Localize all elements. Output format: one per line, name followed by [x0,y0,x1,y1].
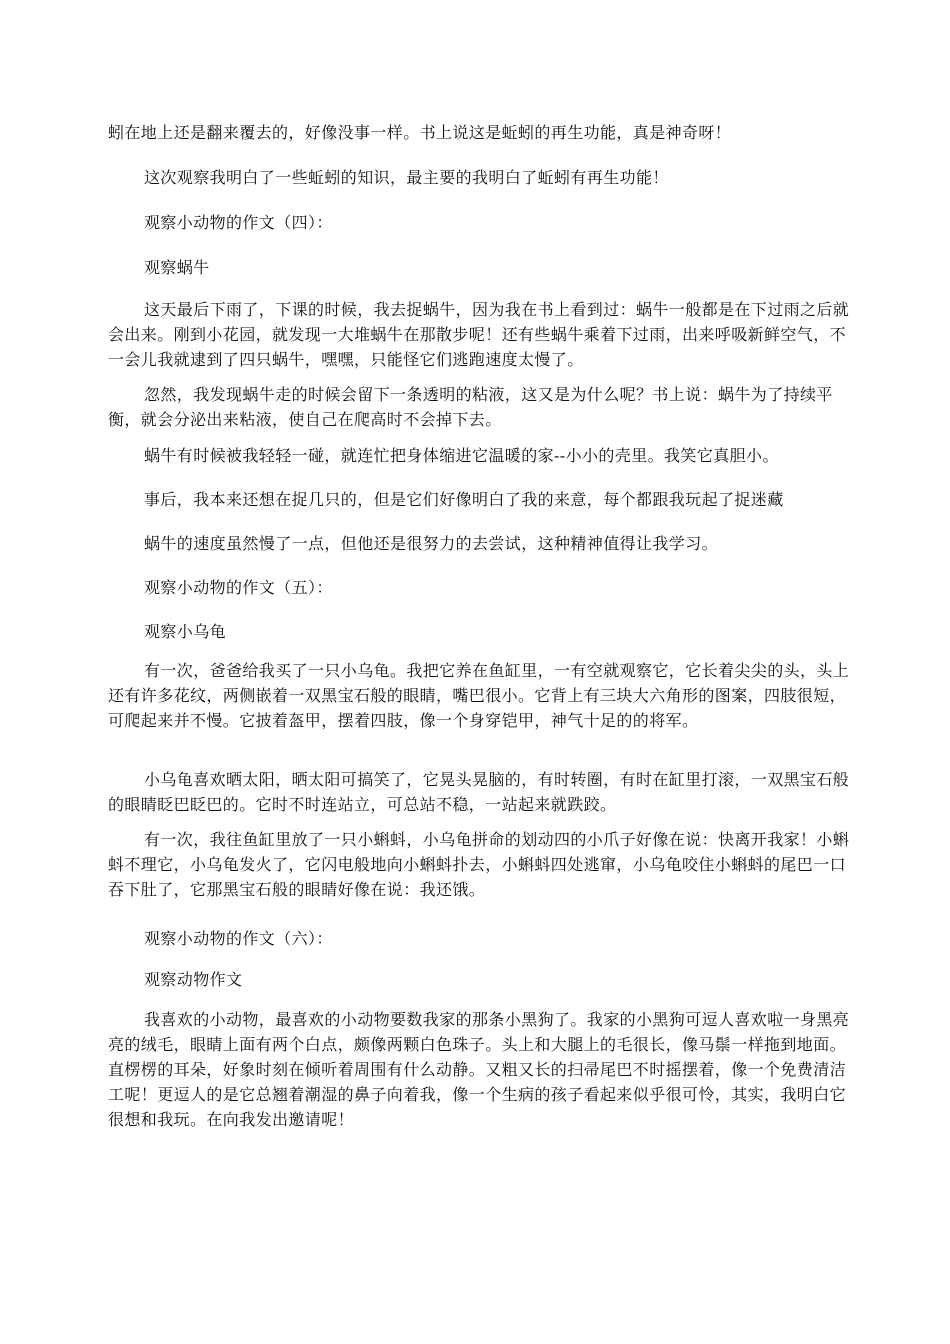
essay-title-turtle: 观察小乌龟 [144,622,227,641]
paragraph-snail-5: 蜗牛的速度虽然慢了一点，但他还是很努力的去尝试，这种精神值得让我学习。 [144,534,719,553]
paragraph-snail-1: 这天最后下雨了，下课的时候，我去捉蜗牛，因为我在书上看到过：蜗牛一般都是在下过雨之后就会出来。刚到小花园，就发现一大堆蜗牛在那散步呢！还有些蜗牛乘着下过雨，出来呼吸新鲜空气，不一会儿我就逮到了四只蜗牛，嘿嘿，只能怪它们逃跑速度太慢了。 [108,300,850,369]
essay-title-animal: 观察动物作文 [144,970,243,989]
paragraph-dog-1: 我喜欢的小动物，最喜欢的小动物要数我家的那条小黑狗了。我家的小黑狗可逗人喜欢啦一身黑亮亮的绒毛，眼睛上面有两个白点，颇像两颗白色珠子。头上和大腿上的毛很长，像马鬃一样拖到地面。直楞楞的耳朵，好象时刻在倾听着周围有什么动静。又粗又长的扫帚尾巴不时摇摆着，像一个免费清洁工呢！更逗人的是它总翘着潮湿的鼻子向着我，像一个生病的孩子看起来似乎很可怜，其实，我明白它很想和我玩。在向我发出邀请呢！ [108,1010,850,1129]
paragraph-snail-2: 忽然，我发现蜗牛走的时候会留下一条透明的粘液，这又是为什么呢？书上说：蜗牛为了持续平衡，就会分泌出来粘液，使自己在爬高时不会掉下去。 [108,385,833,429]
paragraph-turtle-2: 小乌龟喜欢晒太阳，晒太阳可搞笑了，它晃头晃脑的，有时转圈，有时在缸里打滚，一双黑宝石般的眼睛眨巴眨巴的。它时不时连站立，可总站不稳，一站起来就跌跤。 [108,770,850,814]
paragraph-earthworm-summary: 这次观察我明白了一些蚯蚓的知识，最主要的我明白了蚯蚓有再生功能！ [144,168,669,187]
paragraph-snail-4: 事后，我本来还想在捉几只的，但是它们好像明白了我的来意，每个都跟我玩起了捉迷藏 [144,490,784,509]
paragraph-earthworm-end: 蚓在地上还是翻来覆去的，好像没事一样。书上说这是蚯蚓的再生功能，真是神奇呀！ [108,123,732,142]
paragraph-turtle-3: 有一次，我往鱼缸里放了一只小蝌蚪，小乌龟拼命的划动四的小爪子好像在说：快离开我家！小蝌蚪不理它，小乌龟发火了，它闪电般地向小蝌蚪扑去，小蝌蚪四处逃窜，小乌龟咬住小蝌蚪的尾巴一口吞下肚了，它那黑宝石般的眼睛好像在说：我还饿。 [108,830,850,899]
section-heading-5: 观察小动物的作文（五）： [144,578,333,597]
section-heading-4: 观察小动物的作文（四）： [144,213,333,232]
essay-title-snail: 观察蜗牛 [144,258,210,277]
paragraph-snail-3: 蜗牛有时候被我轻轻一碰，就连忙把身体缩进它温暖的家--小小的壳里。我笑它真胆小。 [144,446,779,465]
section-heading-6: 观察小动物的作文（六）： [144,929,333,948]
paragraph-turtle-1: 有一次，爸爸给我买了一只小乌龟。我把它养在鱼缸里，一有空就观察它，它长着尖尖的头，头上还有许多花纹，两侧嵌着一双黑宝石般的眼睛，嘴巴很小。它背上有三块大六角形的图案，四肢很短，可爬起来并不慢。它披着盔甲，摆着四肢，像一个身穿铠甲，神气十足的的将军。 [108,661,850,730]
